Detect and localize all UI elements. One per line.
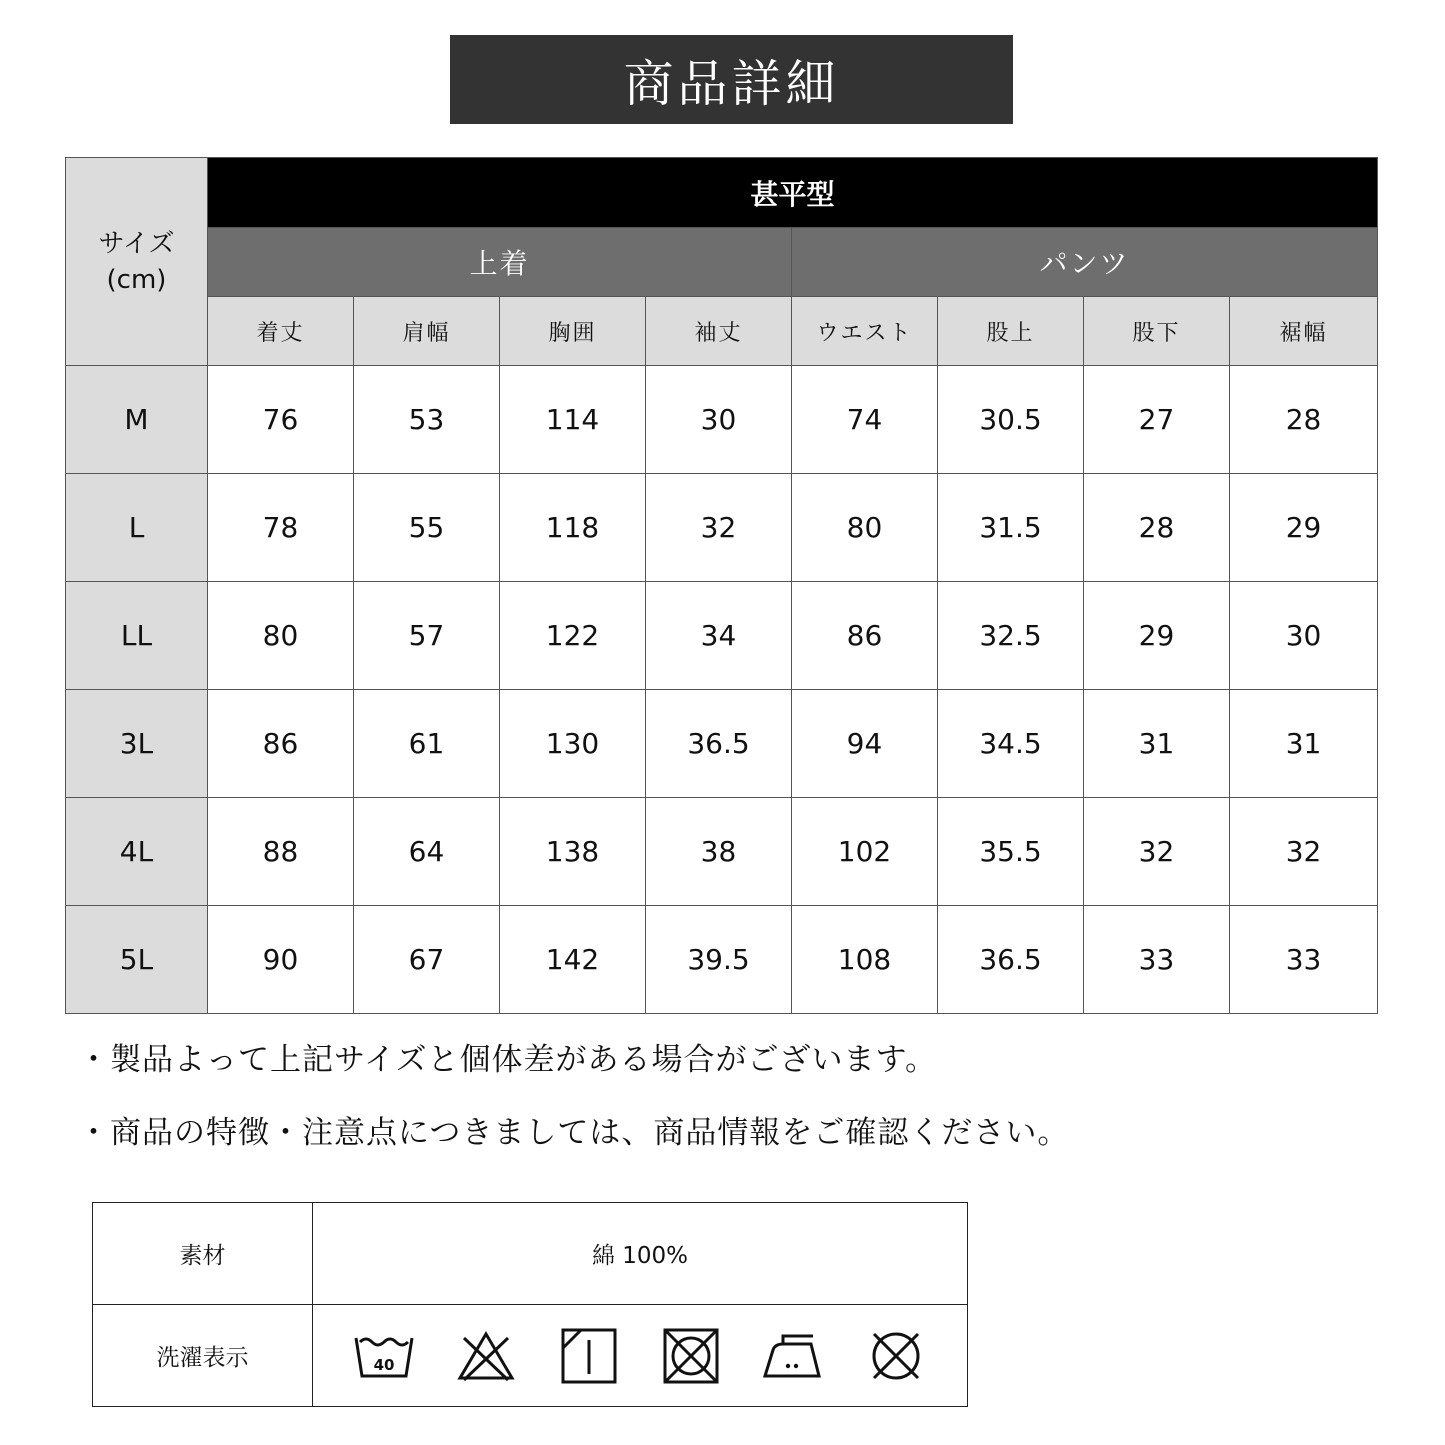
row-size-label: LL (66, 582, 208, 690)
table-cell: 142 (500, 906, 646, 1014)
table-cell: 94 (792, 690, 938, 798)
table-cell: 33 (1230, 906, 1378, 1014)
table-cell: 30 (646, 366, 792, 474)
notes (78, 1035, 1069, 1181)
material-label: 素材 (93, 1203, 313, 1305)
column-header: 股上 (938, 297, 1084, 366)
table-cell: 28 (1230, 366, 1378, 474)
table-cell: 29 (1084, 582, 1230, 690)
table-cell: 32.5 (938, 582, 1084, 690)
no-dry-clean-icon (864, 1328, 928, 1384)
table-cell: 78 (208, 474, 354, 582)
table-cell: 27 (1084, 366, 1230, 474)
note-size-variance: ・製品よって上記サイズと個体差がある場合がございます。 (78, 1042, 938, 1078)
table-cell: 35.5 (938, 798, 1084, 906)
table-cell: 138 (500, 798, 646, 906)
table-cell: 86 (792, 582, 938, 690)
table-cell: 38 (646, 798, 792, 906)
column-header: 股下 (1084, 297, 1230, 366)
table-cell: 122 (500, 582, 646, 690)
row-size-label: M (66, 366, 208, 474)
table-cell: 90 (208, 906, 354, 1014)
table-row (66, 798, 1378, 906)
no-tumble-dry-icon (659, 1328, 723, 1384)
table-cell: 130 (500, 690, 646, 798)
table-cell: 57 (354, 582, 500, 690)
row-size-label: 5L (66, 906, 208, 1014)
table-cell: 32 (646, 474, 792, 582)
table-row (66, 906, 1378, 1014)
table-row (66, 690, 1378, 798)
table-cell: 31 (1084, 690, 1230, 798)
row-size-label: L (66, 474, 208, 582)
material-table (92, 1202, 968, 1407)
column-header: 袖丈 (646, 297, 792, 366)
table-cell: 36.5 (646, 690, 792, 798)
size-header-label: サイズ (98, 228, 175, 259)
table-row (66, 366, 1378, 474)
column-header: 胸囲 (500, 297, 646, 366)
wash-40-icon (352, 1328, 416, 1384)
care-label: 洗濯表示 (93, 1305, 313, 1407)
line-dry-shade-icon (557, 1328, 621, 1384)
no-bleach-icon (454, 1328, 518, 1384)
table-row (66, 582, 1378, 690)
table-cell: 29 (1230, 474, 1378, 582)
table-cell: 33 (1084, 906, 1230, 1014)
table-cell: 34 (646, 582, 792, 690)
table-cell: 64 (354, 798, 500, 906)
type-header: 甚平型 (208, 158, 1378, 228)
table-cell: 67 (354, 906, 500, 1014)
column-header: 肩幅 (354, 297, 500, 366)
row-size-label: 4L (66, 798, 208, 906)
table-cell: 53 (354, 366, 500, 474)
group-header-pants: パンツ (792, 228, 1378, 297)
column-header: 着丈 (208, 297, 354, 366)
table-cell: 30 (1230, 582, 1378, 690)
column-header: 裾幅 (1230, 297, 1378, 366)
table-cell: 74 (792, 366, 938, 474)
size-table (65, 157, 1378, 1014)
table-cell: 39.5 (646, 906, 792, 1014)
note-product-info: ・商品の特徴・注意点につきましては、商品情報をご確認ください。 (78, 1115, 1070, 1151)
size-header-unit: (cm) (106, 264, 167, 295)
wash-temp-label: 40 (373, 1355, 395, 1374)
table-cell: 80 (208, 582, 354, 690)
iron-low-icon (761, 1328, 825, 1384)
table-cell: 80 (792, 474, 938, 582)
table-cell: 31.5 (938, 474, 1084, 582)
table-cell: 36.5 (938, 906, 1084, 1014)
size-header (66, 158, 208, 366)
table-cell: 88 (208, 798, 354, 906)
table-cell: 28 (1084, 474, 1230, 582)
table-cell: 34.5 (938, 690, 1084, 798)
table-cell: 76 (208, 366, 354, 474)
material-value: 綿 100% (313, 1203, 968, 1305)
table-cell: 61 (354, 690, 500, 798)
table-cell: 108 (792, 906, 938, 1014)
table-cell: 31 (1230, 690, 1378, 798)
table-cell: 102 (792, 798, 938, 906)
column-header: ウエスト (792, 297, 938, 366)
care-icons (313, 1305, 968, 1407)
table-cell: 32 (1084, 798, 1230, 906)
table-row (66, 474, 1378, 582)
table-cell: 86 (208, 690, 354, 798)
table-cell: 32 (1230, 798, 1378, 906)
group-header-top: 上着 (208, 228, 792, 297)
table-cell: 114 (500, 366, 646, 474)
table-cell: 55 (354, 474, 500, 582)
table-cell: 118 (500, 474, 646, 582)
page-title: 商品詳細 (450, 35, 1013, 124)
row-size-label: 3L (66, 690, 208, 798)
table-cell: 30.5 (938, 366, 1084, 474)
